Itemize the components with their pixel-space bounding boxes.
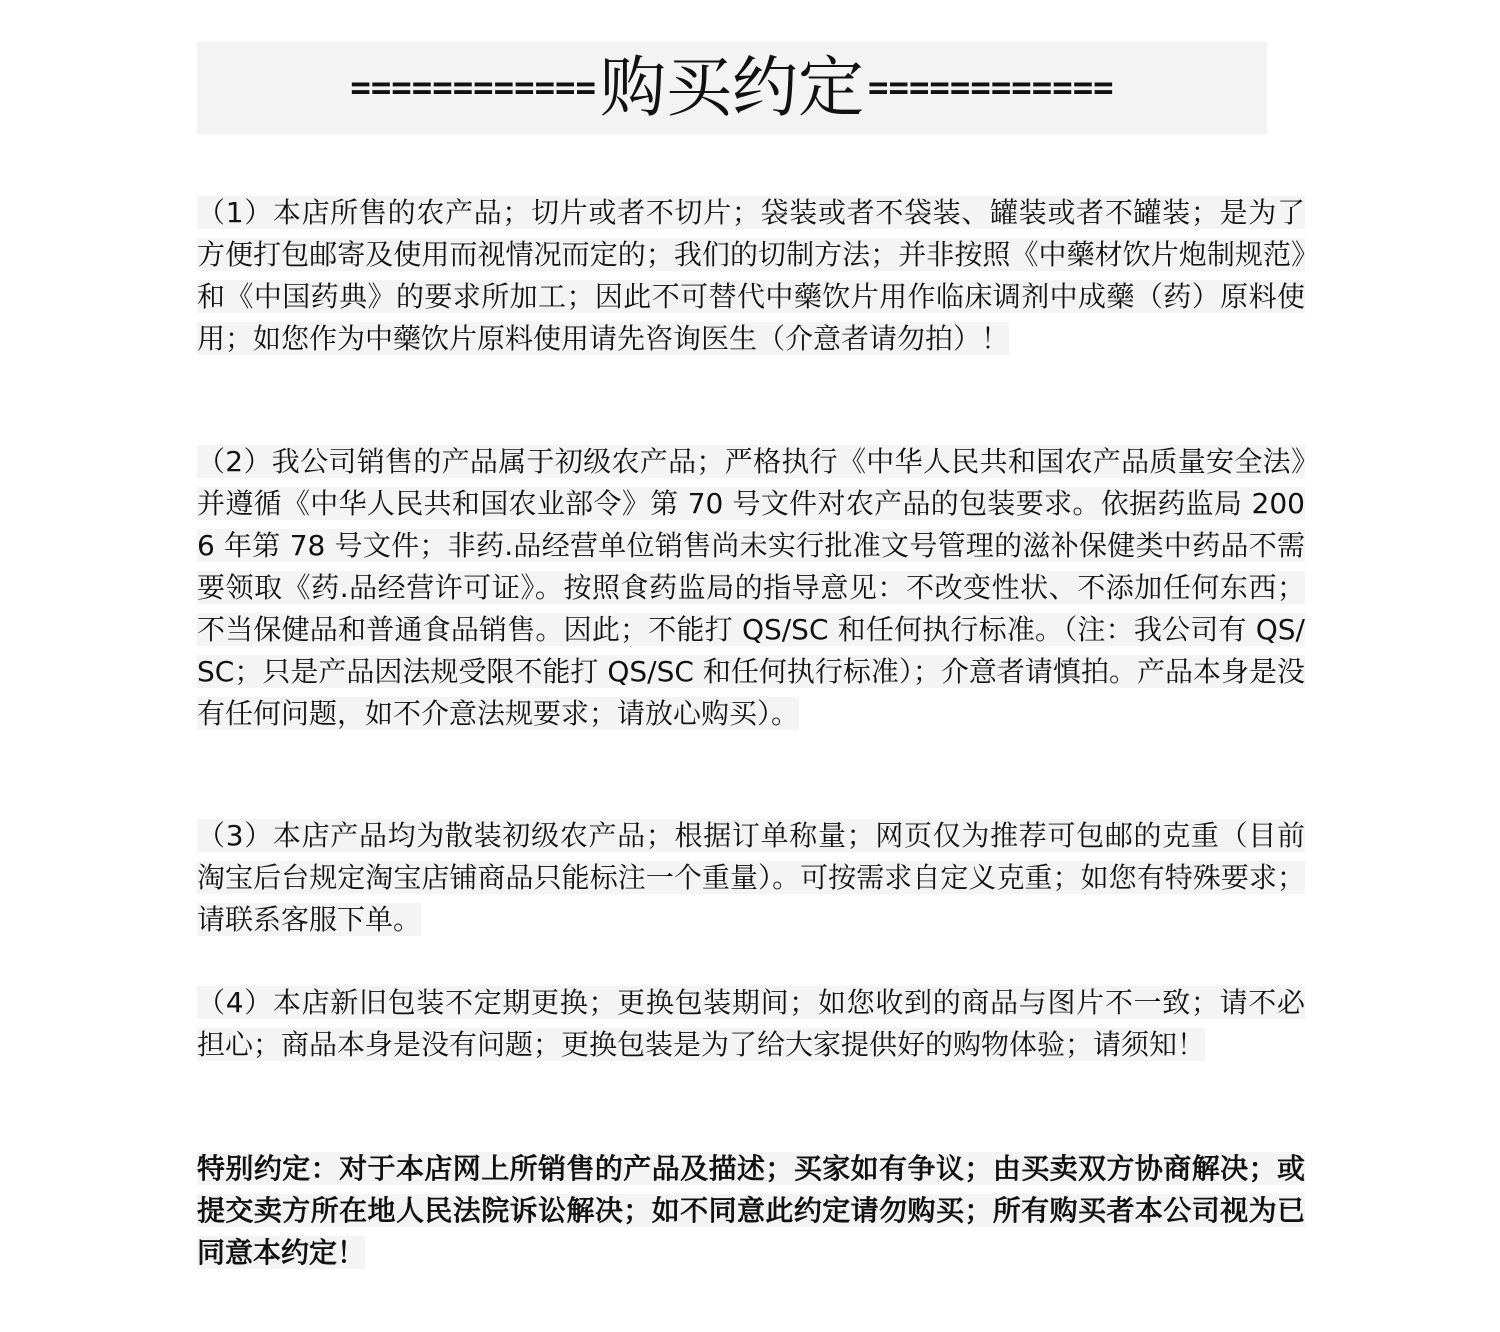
agreement-paragraph-4 — [197, 982, 1305, 1066]
paragraph-text: （2）我公司销售的产品属于初级农产品；严格执行《中华人民共和国农产品质量安全法》并遵循《中华人民共和国农业部令》第 70 号文件对农产品的包装要求。依据药监局 2006 年第 78 号文件；非药.品经营单位销售尚未实行批准文号管理的滋补保健类中药品不需要领取《药.品经营许可证》。按照食药监局的指导意见：不改变性状、不添加任何东西；不当保健品和普通食品销售。因此；不能打 QS/SC 和任何执行标准。（注：我公司有 QS/SC；只是产品因法规受限不能打 QS/SC 和任何执行标准）；介意者请慎拍。产品本身是没有任何问题，如不介意法规要求；请放心购买）。 — [197, 445, 1305, 730]
agreement-paragraph-3 — [197, 815, 1305, 941]
paragraph-text: （3）本店产品均为散装初级农产品；根据订单称量；网页仅为推荐可包邮的克重（目前淘宝后台规定淘宝店铺商品只能标注一个重量）。可按需求自定义克重；如您有特殊要求；请联系客服下单。 — [197, 819, 1305, 936]
page-title — [197, 42, 1267, 134]
title-rule-left: ============ — [350, 68, 596, 108]
paragraph-text: （4）本店新旧包装不定期更换；更换包装期间；如您收到的商品与图片不一致；请不必担心；商品本身是没有问题；更换包装是为了给大家提供好的购物体验；请须知！ — [197, 986, 1305, 1061]
title-rule-right: ============ — [868, 68, 1114, 108]
paragraph-text: （1）本店所售的农产品；切片或者不切片；袋装或者不袋装、罐装或者不罐装；是为了方便打包邮寄及使用而视情况而定的；我们的切制方法；并非按照《中藥材饮片炮制规范》和《中国药典》的要求所加工；因此不可替代中藥饮片用作临床调剂中成藥（药）原料使用；如您作为中藥饮片原料使用请先咨询医生（介意者请勿拍）！ — [197, 196, 1305, 355]
title-text: 购买约定 — [600, 49, 864, 126]
special-agreement-paragraph — [197, 1148, 1305, 1274]
agreement-paragraph-1 — [197, 192, 1305, 360]
paragraph-text: 特别约定：对于本店网上所销售的产品及描述；买家如有争议；由买卖双方协商解决；或提交卖方所在地人民法院诉讼解决；如不同意此约定请勿购买；所有购买者本公司视为已同意本约定！ — [197, 1152, 1305, 1269]
agreement-paragraph-2 — [197, 441, 1305, 735]
